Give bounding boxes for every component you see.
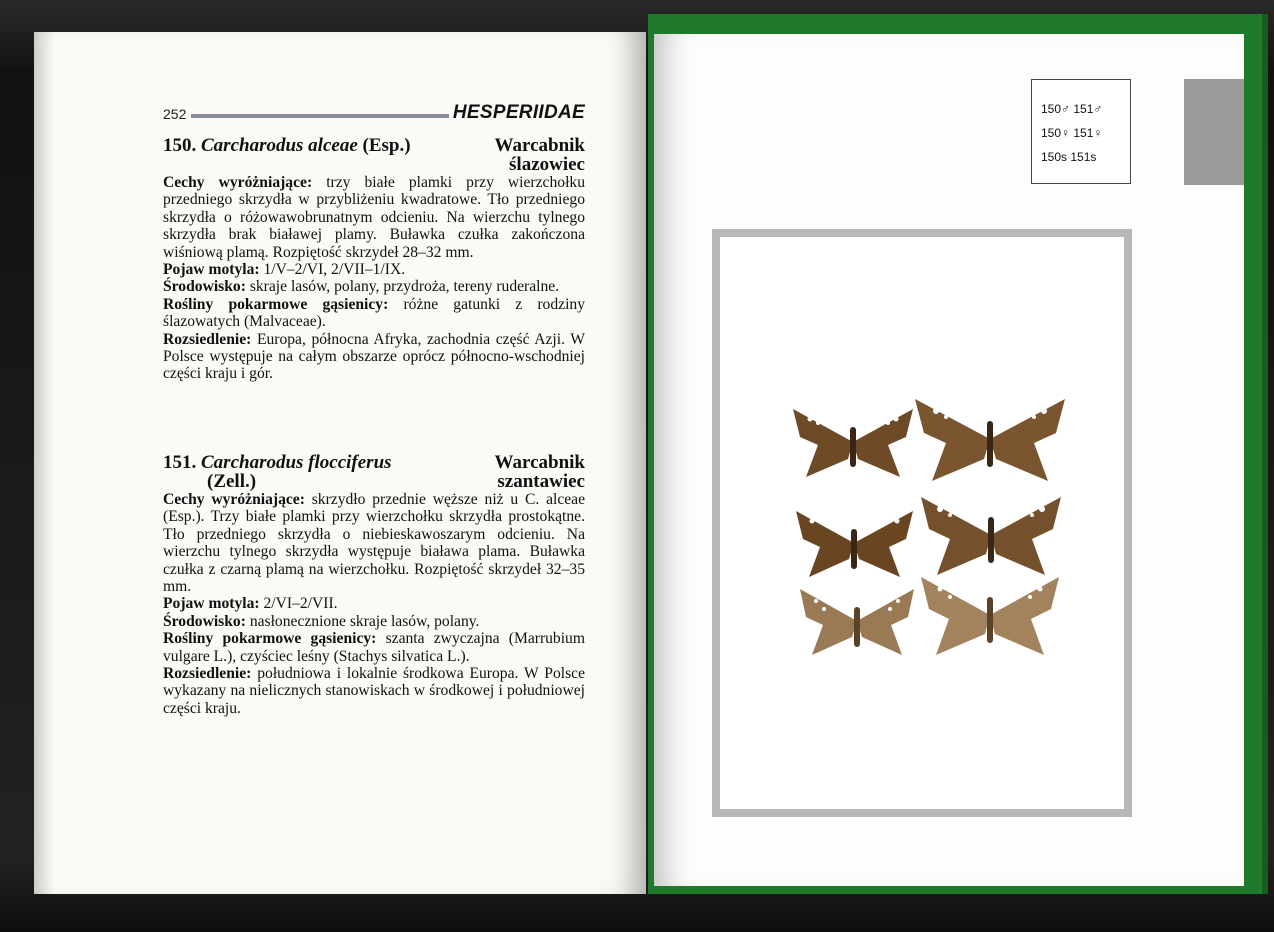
scientific-name: 150. Carcharodus alceae (Esp.) (163, 135, 411, 156)
habitat-paragraph: Środowisko: nasłonecznione skraje lasów, polany. (163, 612, 480, 630)
habitat-paragraph: Środowisko: skraje lasów, polany, przydroża, tereny ruderalne. (163, 278, 560, 296)
features-paragraph: Cechy wyróżniające: trzy białe plamki przy wierzchołku przedniego skrzydła w przybliżeniu kwadratowe. Tło przedniego skrzydła o różowawobrunatnym odcieniu. Na wierzchu tylnego skrzydła brak białawej plamy. Buławka czułka zakończona wiśniową plamą. Rozpiętość skrzydeł 28–32 mm. (163, 174, 585, 261)
butterfly-specimen-151-male (910, 389, 1070, 489)
head-rule (191, 114, 449, 118)
common-name: Warcabnik ślazowiec (494, 135, 585, 175)
species-entry-150 (163, 136, 585, 383)
distribution-paragraph: Rozsiedlenie: Europa, północna Afryka, zachodnia część Azji. W Polsce występuje na całym obszarze oprócz północno-wschodniej części kraju i gór. (163, 330, 585, 383)
flight-paragraph: Pojaw motyla: 2/VI–2/VII. (163, 595, 338, 613)
legend-row-undersides: 150s 151s (1041, 150, 1097, 164)
common-name: Warcabnik szantawiec (494, 452, 585, 492)
running-head (163, 103, 585, 125)
family-name: HESPERIIDAE (452, 102, 585, 123)
left-page-shadow (34, 32, 54, 894)
butterfly-specimen-150-female (792, 499, 917, 587)
butterfly-specimen-150-male (788, 397, 918, 487)
foodplants-paragraph: Rośliny pokarmowe gąsienicy: szanta zwyczajna (Marrubium vulgare L.), czyściec leśny (Stachys silvatica L.). (163, 630, 585, 665)
features-paragraph: Cechy wyróżniające: skrzydło przednie węższe niż u C. alceae (Esp.). Trzy białe plamki przy wierzchołku skrzydła prostokątne. Tło przedniego skrzydła o niebieskawoszarym odcieniu. Na wierzchu tylnego skrzydła występuje biaława plama. Buławka czułka z czarną plamą na wierzchołku. Rozpiętość skrzydeł 32–35 mm. (163, 491, 586, 596)
page-number: 252 (163, 106, 187, 122)
entry-title (163, 136, 585, 174)
distribution-paragraph: Rozsiedlenie: południowa i lokalnie środkowa Europa. W Polsce wykazany na nielicznych stanowiskach w środkowej i południowej części kraju. (163, 665, 585, 717)
entry-title (163, 453, 585, 491)
legend-row-females: 150♀ 151♀ (1041, 126, 1103, 140)
butterfly-specimen-150-underside (796, 577, 918, 665)
foodplants-paragraph: Rośliny pokarmowe gąsienicy: różne gatunki z rodziny ślazowatych (Malvaceae). (163, 295, 585, 331)
scientific-name: 151. Carcharodus flocciferus (Zell.) (163, 452, 392, 492)
plate-legend (1031, 79, 1131, 184)
thumb-index-tab (1184, 79, 1244, 185)
specimen-plate (712, 229, 1132, 817)
butterfly-specimen-151-underside (916, 567, 1064, 662)
species-entry-151 (163, 453, 585, 717)
legend-row-males: 150♂ 151♂ (1041, 102, 1103, 116)
flight-paragraph: Pojaw motyla: 1/V–2/VI, 2/VII–1/IX. (163, 261, 406, 279)
